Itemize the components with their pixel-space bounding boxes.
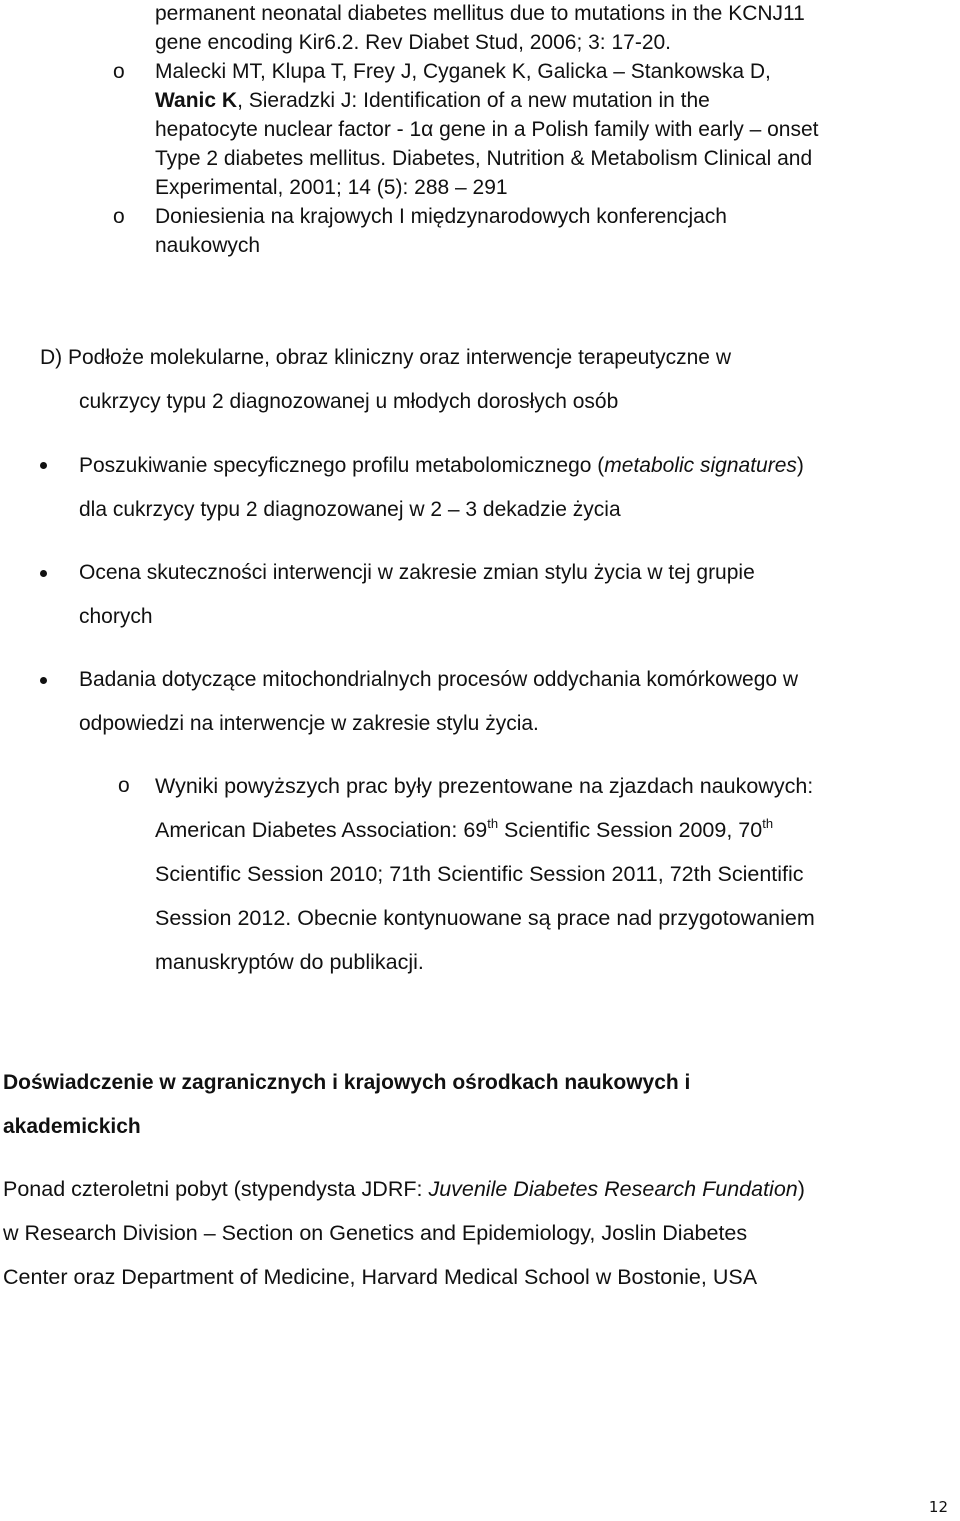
list-item-line: odpowiedzi na interwencje w zakresie stylu życia.: [79, 712, 539, 735]
bullet-icon: [40, 570, 47, 577]
results-text: Scientific Session 2009, 70: [498, 818, 763, 842]
author-highlight: Wanic K: [155, 89, 238, 112]
reference-text-line: gene encoding Kir6.2. Rev Diabet Stud, 2006; 3: 17-20.: [155, 31, 672, 54]
ordinal-suffix: th: [487, 816, 499, 831]
results-text-line: manuskryptów do publikacji.: [155, 950, 424, 974]
experience-italic: Juvenile Diabetes Research Fundation: [428, 1177, 798, 1201]
results-text-line: [155, 818, 773, 842]
reference-text-line: permanent neonatal diabetes mellitus due to mutations in the KCNJ11: [155, 2, 805, 25]
section-d-title: cukrzycy typu 2 diagnozowanej u młodych dorosłych osób: [79, 390, 619, 413]
list-item-line: dla cukrzycy typu 2 diagnozowanej w 2 – 3 dekadzie życia: [79, 498, 621, 521]
list-marker: o: [113, 205, 125, 228]
reference-text: , Sieradzki J: Identification of a new mutation in the: [237, 89, 710, 112]
list-item-text: ): [796, 454, 804, 477]
list-marker: o: [113, 60, 125, 83]
section-heading: Doświadczenie w zagranicznych i krajowych ośrodkach naukowych i: [3, 1071, 691, 1094]
experience-text-line: [3, 1177, 805, 1201]
reference-text-line: Type 2 diabetes mellitus. Diabetes, Nutrition & Metabolism Clinical and: [155, 147, 813, 170]
list-item-text: Poszukiwanie specyficznego profilu metabolomicznego (: [79, 454, 605, 477]
experience-text-line: Center oraz Department of Medicine, Harvard Medical School w Bostonie, USA: [3, 1265, 758, 1289]
experience-text: Ponad czteroletni pobyt (stypendysta JDRF:: [3, 1177, 429, 1201]
reference-text-line: [155, 89, 710, 113]
list-item-line: [79, 454, 804, 478]
results-text-line: Session 2012. Obecnie kontynuowane są prace nad przygotowaniem: [155, 906, 815, 930]
reference-text-line: Experimental, 2001; 14 (5): 288 – 291: [155, 176, 508, 199]
section-heading: akademickich: [3, 1115, 141, 1138]
experience-text-line: w Research Division – Section on Genetics and Epidemiology, Joslin Diabetes: [3, 1221, 748, 1245]
experience-text: ): [797, 1177, 805, 1201]
conferences-text-line: Doniesienia na krajowych I międzynarodowych konferencjach: [155, 205, 727, 228]
section-d-title: D) Podłoże molekularne, obraz kliniczny oraz interwencje terapeutyczne w: [40, 346, 731, 369]
results-text-line: Scientific Session 2010; 71th Scientific Session 2011, 72th Scientific: [155, 862, 804, 886]
conferences-text-line: naukowych: [155, 234, 261, 257]
list-item-line: chorych: [79, 605, 153, 628]
list-item-line: Badania dotyczące mitochondrialnych procesów oddychania komórkowego w: [79, 668, 799, 691]
bullet-icon: [40, 677, 47, 684]
list-item-line: Ocena skuteczności interwencji w zakresie zmian stylu życia w tej grupie: [79, 561, 755, 584]
reference-text-line: Malecki MT, Klupa T, Frey J, Cyganek K, Galicka – Stankowska D,: [155, 60, 771, 83]
results-text: American Diabetes Association: 69: [155, 818, 488, 842]
list-item-italic: metabolic signatures: [604, 454, 797, 477]
results-text-line: Wyniki powyższych prac były prezentowane na zjazdach naukowych:: [155, 774, 814, 798]
page-number: 12: [928, 1498, 948, 1516]
ordinal-suffix: th: [762, 816, 774, 831]
list-marker: o: [118, 774, 130, 797]
reference-text-line: hepatocyte nuclear factor - 1α gene in a Polish family with early – onset: [155, 118, 819, 141]
bullet-icon: [40, 462, 47, 469]
